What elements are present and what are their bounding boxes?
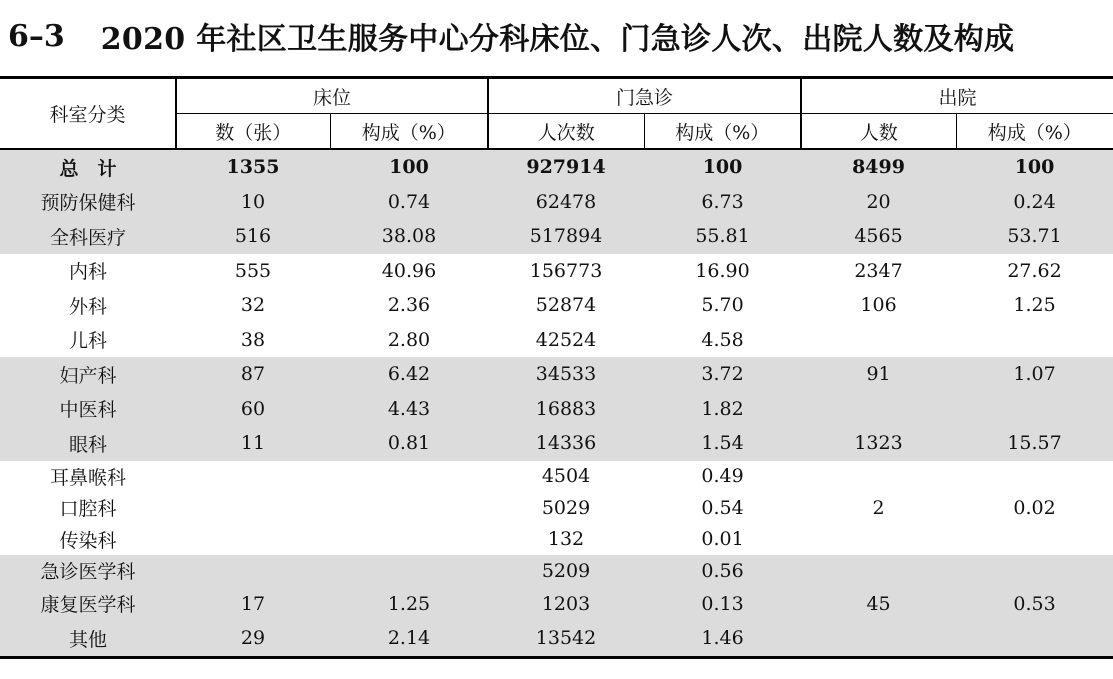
cell-discharge-share: 0.24 xyxy=(956,185,1113,220)
cell-bed-share: 100 xyxy=(330,149,488,185)
table-row xyxy=(0,461,1113,493)
subcol-bed-share: 构成（%） xyxy=(330,114,488,150)
cell-visits: 1203 xyxy=(488,587,644,622)
cell-bed-count: 32 xyxy=(240,294,266,317)
cell-visits: 132 xyxy=(547,528,585,551)
cell-discharge-share xyxy=(956,461,1113,493)
cell-visits: 52874 xyxy=(535,294,597,317)
cell-bed-count xyxy=(176,461,330,493)
cell-discharged xyxy=(801,524,956,556)
cell-visit-share: 4.58 xyxy=(701,328,744,351)
table-row xyxy=(0,621,1113,657)
cell-bed-share xyxy=(330,555,488,587)
cell-visits: 517894 xyxy=(488,219,644,254)
cell-discharge-share: 15.57 xyxy=(956,426,1113,461)
cell-discharge-share: 0.02 xyxy=(1013,496,1056,519)
row-name: 其他 xyxy=(0,621,176,657)
cell-visits: 16883 xyxy=(488,392,644,427)
cell-visits: 5209 xyxy=(488,555,644,587)
cell-discharge-share xyxy=(956,621,1113,657)
table-row xyxy=(0,185,1113,220)
cell-discharged: 2347 xyxy=(854,259,903,282)
table-row xyxy=(0,392,1113,427)
cell-bed-count: 516 xyxy=(176,219,330,254)
cell-visits: 13542 xyxy=(488,621,644,657)
cell-discharged: 4565 xyxy=(801,219,956,254)
cell-bed-share xyxy=(330,524,488,556)
cell-discharge-share: 53.71 xyxy=(956,219,1113,254)
cell-bed-count: 29 xyxy=(176,621,330,657)
cell-visit-share: 0.13 xyxy=(644,587,801,622)
table-body xyxy=(0,149,1113,657)
cell-bed-share: 0.81 xyxy=(330,426,488,461)
cell-discharged: 45 xyxy=(801,587,956,622)
table-row xyxy=(0,426,1113,461)
cell-discharge-share: 27.62 xyxy=(1007,259,1062,282)
cell-visits: 42524 xyxy=(535,328,597,351)
cell-bed-count: 10 xyxy=(176,185,330,220)
subcol-discharged: 人数 xyxy=(801,114,956,150)
table-row xyxy=(0,555,1113,587)
cell-discharged xyxy=(801,621,956,657)
table-row xyxy=(0,587,1113,622)
cell-discharged: 20 xyxy=(801,185,956,220)
cell-visit-share: 55.81 xyxy=(644,219,801,254)
cell-bed-count xyxy=(176,555,330,587)
cell-discharged: 106 xyxy=(860,294,897,317)
cell-visits: 14336 xyxy=(488,426,644,461)
row-name: 眼科 xyxy=(0,426,176,461)
row-name: 总 计 xyxy=(0,149,176,185)
cell-visits: 156773 xyxy=(529,259,603,282)
cell-discharged xyxy=(801,323,956,358)
cell-discharge-share: 1.25 xyxy=(1013,294,1056,317)
row-name: 急诊医学科 xyxy=(0,555,176,587)
table-row xyxy=(0,149,1113,185)
table-row xyxy=(0,219,1113,254)
cell-bed-share: 1.25 xyxy=(330,587,488,622)
cell-visit-share: 0.54 xyxy=(701,496,744,519)
cell-bed-share: 4.43 xyxy=(330,392,488,427)
cell-bed-count: 1355 xyxy=(176,149,330,185)
subcol-bed-count: 数（张） xyxy=(176,114,330,150)
row-name: 口腔科 xyxy=(59,498,117,521)
cell-discharged: 91 xyxy=(801,357,956,392)
cell-visit-share: 100 xyxy=(644,149,801,185)
row-name: 内科 xyxy=(68,261,107,284)
cell-discharged xyxy=(801,392,956,427)
table-title xyxy=(8,10,1014,62)
table-row xyxy=(0,323,1113,358)
cell-discharge-share: 1.07 xyxy=(956,357,1113,392)
subcol-visit-share: 构成（%） xyxy=(644,114,801,150)
row-name: 传染科 xyxy=(59,529,117,552)
cell-bed-share xyxy=(330,492,488,524)
cell-discharged: 8499 xyxy=(801,149,956,185)
cell-discharged: 1323 xyxy=(801,426,956,461)
row-name: 全科医疗 xyxy=(0,219,176,254)
row-name: 中医科 xyxy=(0,392,176,427)
statistics-table xyxy=(0,76,1113,659)
cell-bed-share: 0.74 xyxy=(330,185,488,220)
cell-discharge-share: 0.53 xyxy=(956,587,1113,622)
cell-visits: 4504 xyxy=(541,465,591,488)
subcol-visits: 人次数 xyxy=(488,114,644,150)
cell-visit-share: 16.90 xyxy=(695,259,750,282)
cell-discharge-share xyxy=(956,555,1113,587)
cell-bed-count: 87 xyxy=(176,357,330,392)
cell-bed-count: 17 xyxy=(176,587,330,622)
cell-visit-share: 6.73 xyxy=(644,185,801,220)
subcol-discharge-share: 构成（%） xyxy=(956,114,1113,150)
cell-visit-share: 1.46 xyxy=(644,621,801,657)
cell-discharge-share xyxy=(956,323,1113,358)
row-label-header: 科室分类 xyxy=(0,78,176,150)
cell-discharged: 2 xyxy=(872,496,885,519)
cell-visit-share: 0.49 xyxy=(701,465,744,488)
cell-visits: 62478 xyxy=(488,185,644,220)
cell-visit-share: 1.54 xyxy=(644,426,801,461)
group-header-beds: 床位 xyxy=(176,78,488,114)
cell-bed-share: 2.36 xyxy=(387,294,431,317)
cell-visits: 927914 xyxy=(488,149,644,185)
table-row xyxy=(0,492,1113,524)
table-header xyxy=(0,78,1113,150)
cell-bed-count: 555 xyxy=(234,259,272,282)
cell-bed-count: 11 xyxy=(176,426,330,461)
table-number: 6–3 xyxy=(8,18,65,54)
cell-bed-count: 60 xyxy=(176,392,330,427)
cell-bed-share: 2.14 xyxy=(330,621,488,657)
cell-visit-share: 1.82 xyxy=(644,392,801,427)
cell-discharge-share xyxy=(956,524,1113,556)
cell-visit-share: 3.72 xyxy=(644,357,801,392)
row-name: 康复医学科 xyxy=(0,587,176,622)
table-row xyxy=(0,254,1113,289)
cell-bed-share: 2.80 xyxy=(387,328,431,351)
cell-discharged xyxy=(801,461,956,493)
group-header-outpatient: 门急诊 xyxy=(488,78,801,114)
row-name: 预防保健科 xyxy=(0,185,176,220)
cell-visits: 34533 xyxy=(488,357,644,392)
row-name: 妇产科 xyxy=(0,357,176,392)
row-name: 儿科 xyxy=(68,330,107,353)
table-title-text: 2020 年社区卫生服务中心分科床位、门急诊人次、出院人数及构成 xyxy=(100,22,1015,57)
table-row xyxy=(0,357,1113,392)
cell-bed-share: 6.42 xyxy=(330,357,488,392)
table-row xyxy=(0,524,1113,556)
cell-bed-share: 38.08 xyxy=(330,219,488,254)
cell-bed-share: 40.96 xyxy=(381,259,437,282)
cell-bed-count xyxy=(176,492,330,524)
table-row xyxy=(0,288,1113,323)
cell-bed-count xyxy=(176,524,330,556)
cell-visit-share: 0.56 xyxy=(644,555,801,587)
cell-visit-share: 5.70 xyxy=(701,294,744,317)
cell-visits: 5029 xyxy=(541,496,591,519)
row-name: 耳鼻喉科 xyxy=(49,466,126,489)
cell-visit-share: 0.01 xyxy=(701,528,744,551)
cell-discharge-share xyxy=(956,392,1113,427)
cell-discharged xyxy=(801,555,956,587)
group-header-discharge: 出院 xyxy=(801,78,1113,114)
cell-bed-share xyxy=(330,461,488,493)
cell-bed-count: 38 xyxy=(240,328,266,351)
row-name: 外科 xyxy=(68,295,107,318)
cell-discharge-share: 100 xyxy=(956,149,1113,185)
